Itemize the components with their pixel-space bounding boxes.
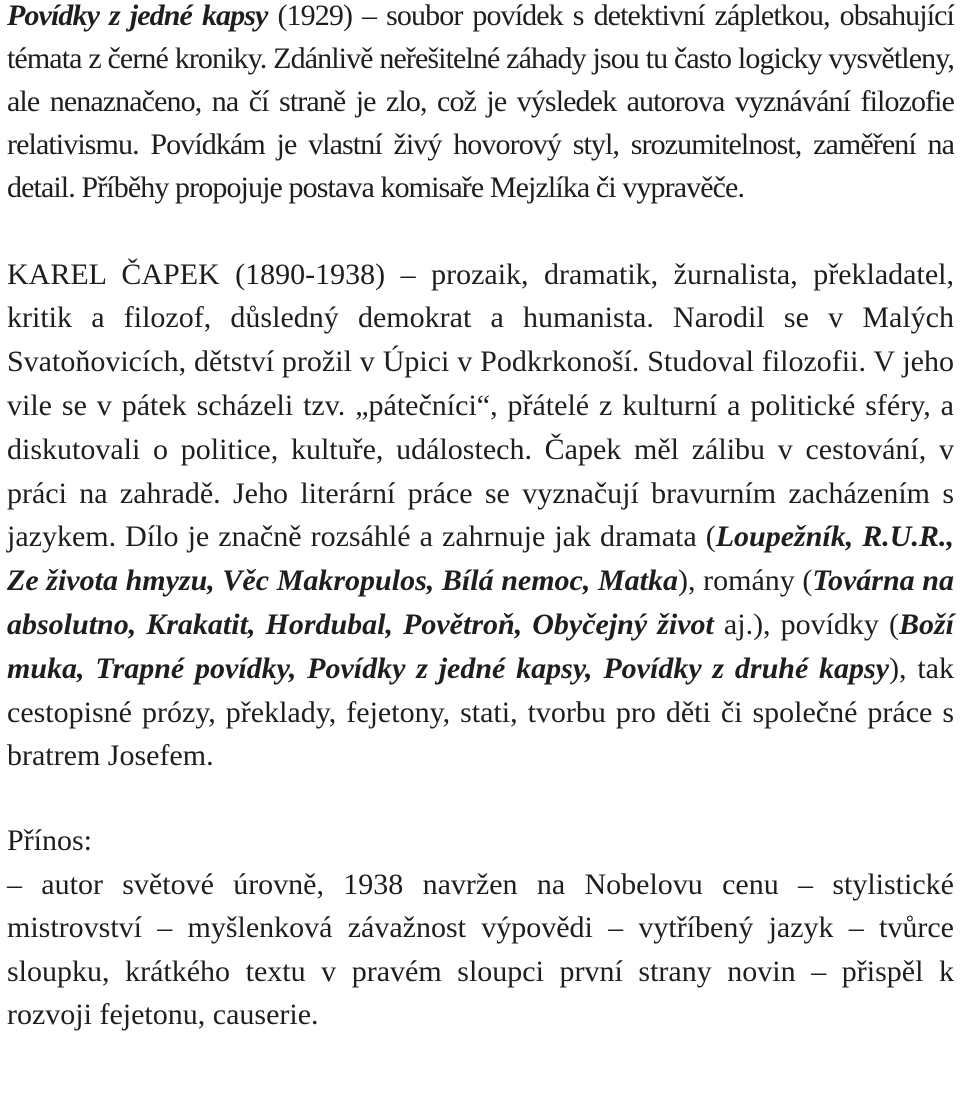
intro-paragraph bbox=[7, 0, 954, 210]
bio-dramas: Loupežník, R.U.R., Ze života hmyzu, Věc Makropulos, Bílá nemoc, Matka bbox=[7, 520, 954, 598]
intro-text: – soubor povídek s detektivní zápletkou, obsahující témata z černé kroniky. Zdánlivě neřešitelné záhady jsou tu často logicky vysvětleny, ale nenaznačeno, na čí straně je zlo, což je výsledek autorova vyznávání filozofie relativismu. Povídkám je vlastní živý hovorový styl, srozumitelnost, zaměření na detail. Příběhy propojuje postava komisaře Mejzlíka či vypravěče. bbox=[7, 0, 954, 204]
contribution-section bbox=[7, 819, 954, 1037]
bio-text-main: (1890-1938) – prozaik, dramatik, žurnalista, překladatel, kritik a filozof, důsledný demokrat a humanista. Narodil se v Malých Svatoňovicích, dětství prožil v Úpici v Podkrkonoší. Studoval filozofii. V jeho vile se v pátek scházeli tzv. „pátečníci“, přátelé z kulturní a politické sféry, a diskutovali o politice, kultuře, událostech. Čapek měl zálibu v cestování, v práci na zahradě. Jeho literární práce se vyznačují bravurním zacházením s jazykem. Dílo je značně rozsáhlé a zahrnuje jak dramata ( bbox=[7, 257, 954, 554]
author-name: KAREL ČAPEK bbox=[7, 257, 220, 291]
author-bio-paragraph bbox=[7, 253, 954, 779]
bio-novels: Továrna na absolutno, Krakatit, Hordubal, Povětroň, Obyčejný život bbox=[7, 564, 954, 641]
intro-year: (1929) bbox=[277, 0, 353, 32]
contribution-heading: Přínos: bbox=[7, 824, 93, 858]
bio-stories: Boží muka, Trapné povídky, Povídky z jedné kapsy, Povídky z druhé kapsy bbox=[7, 607, 954, 685]
bio-text-end: ), tak cestopisné prózy, překlady, fejetony, stati, tvorbu pro děti či společné práce s bratrem Josefem. bbox=[7, 651, 955, 773]
contribution-item: – autor světové úrovně, 1938 navržen na Nobelovu cenu – stylistické mistrovství – myšlenková závažnost výpovědi – vytříbený jazyk – tvůrce sloupku, krátkého textu v pravém sloupci první strany novin – přispěl k rozvoji fejetonu, causerie. bbox=[7, 867, 954, 1032]
bio-sep-novels: ), romány ( bbox=[678, 564, 813, 598]
bio-sep-stories: aj.), povídky ( bbox=[713, 607, 899, 641]
intro-book-title: Povídky z jedné kapsy bbox=[7, 0, 268, 32]
